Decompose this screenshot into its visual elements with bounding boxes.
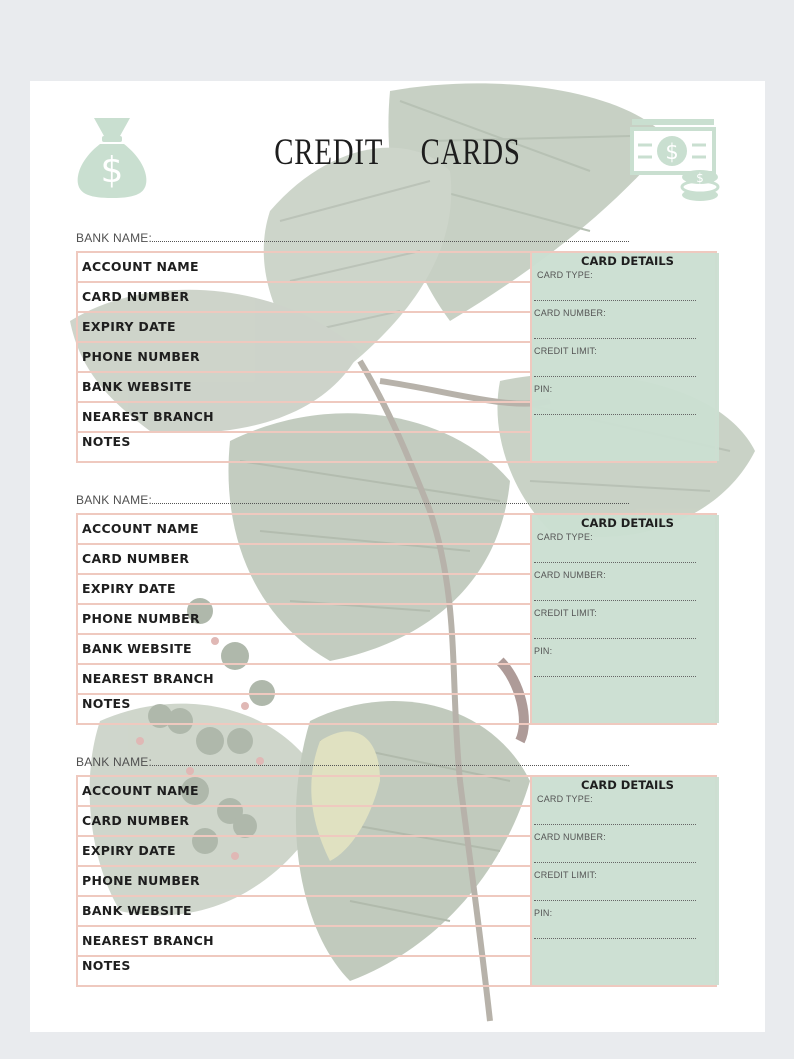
- svg-text:$: $: [100, 150, 124, 191]
- credit-card-section-1: [76, 231, 719, 489]
- svg-text:$: $: [696, 171, 704, 185]
- card-number-field[interactable]: [534, 570, 696, 601]
- row-bank-website[interactable]: BANK WEBSITE: [78, 635, 530, 665]
- row-phone-number[interactable]: PHONE NUMBER: [78, 343, 530, 373]
- credit-card-section-3: [76, 755, 719, 1013]
- row-nearest-branch[interactable]: NEAREST BRANCH: [78, 665, 530, 695]
- dotted-line: [534, 300, 696, 301]
- card-number-label: CARD NUMBER:: [534, 308, 606, 318]
- pin-label: PIN:: [534, 646, 553, 656]
- row-account-name[interactable]: ACCOUNT NAME: [78, 777, 530, 807]
- title-word-cards: CARDS: [420, 132, 521, 173]
- bank-name-label: BANK NAME:: [76, 231, 153, 245]
- card-number-field[interactable]: [534, 832, 696, 863]
- dotted-line: [534, 414, 696, 415]
- account-fields: [78, 515, 530, 723]
- row-account-name[interactable]: ACCOUNT NAME: [78, 515, 530, 545]
- credit-limit-label: CREDIT LIMIT:: [534, 608, 597, 618]
- row-phone-number[interactable]: PHONE NUMBER: [78, 867, 530, 897]
- card-type-label: CARD TYPE:: [537, 794, 593, 804]
- credit-card-section-2: [76, 493, 719, 751]
- bank-name-field[interactable]: [76, 231, 629, 245]
- row-card-number[interactable]: CARD NUMBER: [78, 545, 530, 575]
- card-type-field[interactable]: [534, 532, 696, 563]
- row-bank-website[interactable]: BANK WEBSITE: [78, 897, 530, 927]
- row-notes[interactable]: NOTES: [82, 696, 131, 711]
- row-expiry-date[interactable]: EXPIRY DATE: [78, 837, 530, 867]
- bank-name-dotted-line: [152, 765, 629, 766]
- pin-label: PIN:: [534, 384, 553, 394]
- card-info-table: [76, 775, 717, 987]
- row-nearest-branch[interactable]: NEAREST BRANCH: [78, 927, 530, 957]
- bank-name-field[interactable]: [76, 493, 629, 507]
- bank-name-field[interactable]: [76, 755, 629, 769]
- card-type-label: CARD TYPE:: [537, 270, 593, 280]
- pin-field[interactable]: [534, 384, 696, 415]
- row-expiry-date[interactable]: EXPIRY DATE: [78, 313, 530, 343]
- bank-name-label: BANK NAME:: [76, 493, 153, 507]
- credit-limit-field[interactable]: [534, 608, 696, 639]
- card-number-field[interactable]: [534, 308, 696, 339]
- card-details-title: CARD DETAILS: [581, 778, 674, 792]
- card-number-label: CARD NUMBER:: [534, 570, 606, 580]
- row-card-number[interactable]: CARD NUMBER: [78, 807, 530, 837]
- credit-limit-field[interactable]: [534, 870, 696, 901]
- card-details-panel: [530, 253, 719, 461]
- row-card-number[interactable]: CARD NUMBER: [78, 283, 530, 313]
- dotted-line: [534, 638, 696, 639]
- card-details-title: CARD DETAILS: [581, 516, 674, 530]
- card-number-label: CARD NUMBER:: [534, 832, 606, 842]
- card-details-panel: [530, 777, 719, 985]
- dotted-line: [534, 338, 696, 339]
- account-fields: [78, 253, 530, 461]
- card-info-table: [76, 513, 717, 725]
- row-account-name[interactable]: ACCOUNT NAME: [78, 253, 530, 283]
- pin-field[interactable]: [534, 646, 696, 677]
- card-type-field[interactable]: [534, 270, 696, 301]
- dotted-line: [534, 676, 696, 677]
- svg-text:$: $: [665, 140, 679, 164]
- bank-name-dotted-line: [152, 241, 629, 242]
- card-type-label: CARD TYPE:: [537, 532, 593, 542]
- dotted-line: [534, 600, 696, 601]
- credit-limit-field[interactable]: [534, 346, 696, 377]
- card-details-panel: [530, 515, 719, 723]
- pin-field[interactable]: [534, 908, 696, 939]
- row-expiry-date[interactable]: EXPIRY DATE: [78, 575, 530, 605]
- planner-page: [30, 81, 765, 1032]
- dotted-line: [534, 562, 696, 563]
- row-notes[interactable]: NOTES: [82, 434, 131, 449]
- dotted-line: [534, 376, 696, 377]
- dotted-line: [534, 862, 696, 863]
- credit-limit-label: CREDIT LIMIT:: [534, 870, 597, 880]
- card-info-table: [76, 251, 717, 463]
- dotted-line: [534, 900, 696, 901]
- card-type-field[interactable]: [534, 794, 696, 825]
- dotted-line: [534, 824, 696, 825]
- row-nearest-branch[interactable]: NEAREST BRANCH: [78, 403, 530, 433]
- row-phone-number[interactable]: PHONE NUMBER: [78, 605, 530, 635]
- page-title: [111, 131, 684, 174]
- pin-label: PIN:: [534, 908, 553, 918]
- bank-name-dotted-line: [152, 503, 629, 504]
- account-fields: [78, 777, 530, 985]
- dotted-line: [534, 938, 696, 939]
- row-notes[interactable]: NOTES: [82, 958, 131, 973]
- credit-limit-label: CREDIT LIMIT:: [534, 346, 597, 356]
- bank-name-label: BANK NAME:: [76, 755, 153, 769]
- row-bank-website[interactable]: BANK WEBSITE: [78, 373, 530, 403]
- card-details-title: CARD DETAILS: [581, 254, 674, 268]
- title-word-credit: CREDIT: [274, 132, 384, 173]
